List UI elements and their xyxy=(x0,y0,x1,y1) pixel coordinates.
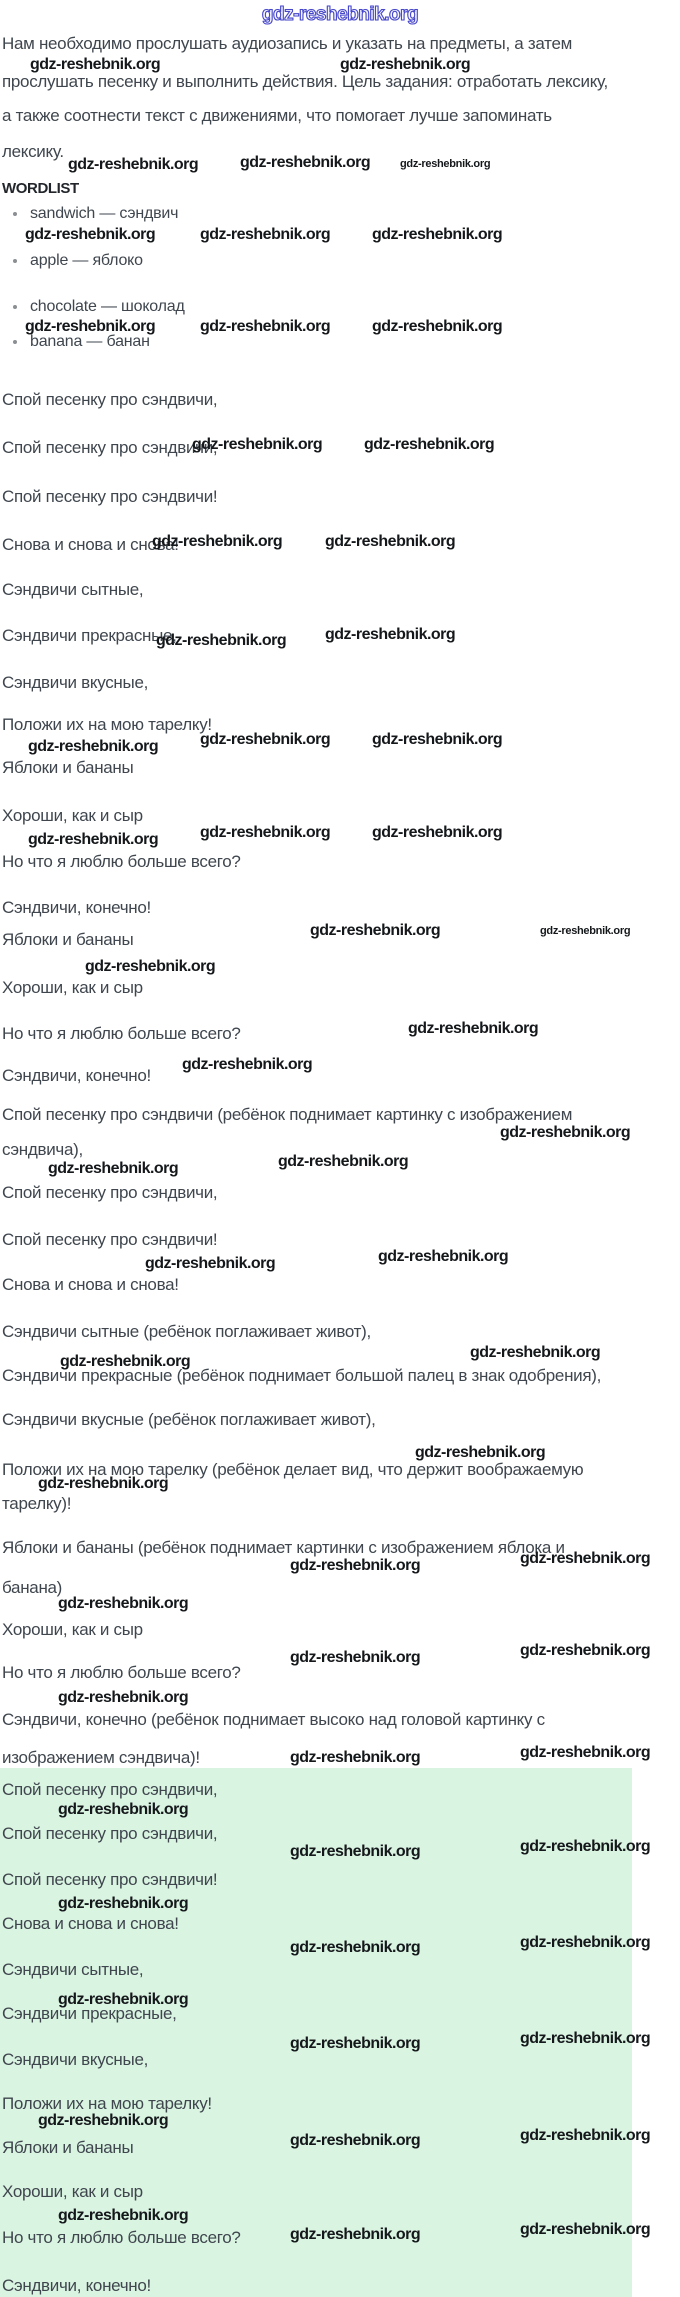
watermark: gdz-reshebnik.org xyxy=(290,2035,421,2052)
text-line: Хороши, как и сыр xyxy=(2,1620,143,1639)
watermark: gdz-reshebnik.org xyxy=(68,156,199,173)
watermark: gdz-reshebnik.org xyxy=(200,731,331,748)
text-line: Спой песенку про сэндвичи! xyxy=(2,487,218,506)
watermark-small: gdz-reshebnik.org xyxy=(400,158,491,170)
site-watermark-header: gdz-reshebnik.org xyxy=(261,4,419,25)
watermark: gdz-reshebnik.org xyxy=(290,1557,421,1574)
watermark: gdz-reshebnik.org xyxy=(290,2226,421,2243)
watermark: gdz-reshebnik.org xyxy=(200,226,331,243)
text-line: Сэндвичи вкусные, xyxy=(2,673,149,692)
text-line: Но что я люблю больше всего? xyxy=(2,852,241,871)
text-line: Спой песенку про сэндвичи! xyxy=(2,1870,218,1889)
wordlist-item: apple — яблоко xyxy=(30,252,143,269)
watermark: gdz-reshebnik.org xyxy=(290,1749,421,1766)
watermark: gdz-reshebnik.org xyxy=(290,1649,421,1666)
text-line: Яблоки и бананы (ребёнок поднимает картинки с изображением яблока и xyxy=(2,1538,565,1557)
watermark: gdz-reshebnik.org xyxy=(28,738,159,755)
text-line: Сэндвичи, конечно! xyxy=(2,2276,151,2295)
watermark: gdz-reshebnik.org xyxy=(372,226,503,243)
watermark: gdz-reshebnik.org xyxy=(152,533,283,550)
wordlist-heading: WORDLIST xyxy=(2,180,79,197)
watermark: gdz-reshebnik.org xyxy=(290,1843,421,1860)
watermark: gdz-reshebnik.org xyxy=(378,1248,509,1265)
text-line: Положи их на мою тарелку (ребёнок делает вид, что держит воображаемую xyxy=(2,1460,584,1479)
text-line: Спой песенку про сэндвичи (ребёнок поднимает картинку с изображением xyxy=(2,1105,573,1124)
watermark: gdz-reshebnik.org xyxy=(290,1939,421,1956)
text-line: лексику. xyxy=(2,142,64,161)
watermark: gdz-reshebnik.org xyxy=(325,626,456,643)
text-line: Спой песенку про сэндвичи, xyxy=(2,390,218,409)
watermark: gdz-reshebnik.org xyxy=(182,1056,313,1073)
watermark: gdz-reshebnik.org xyxy=(85,958,216,975)
text-line: прослушать песенку и выполнить действия. Цель задания: отработать лексику, xyxy=(2,72,608,91)
watermark: gdz-reshebnik.org xyxy=(60,1353,191,1370)
watermark: gdz-reshebnik.org xyxy=(520,1550,651,1567)
text-line: Спой песенку про сэндвичи! xyxy=(2,1230,218,1249)
watermark: gdz-reshebnik.org xyxy=(192,436,323,453)
text-line: Сэндвичи сытные, xyxy=(2,1960,144,1979)
text-line: а также соотнести текст с движениями, что помогает лучше запоминать xyxy=(2,106,552,125)
watermark: gdz-reshebnik.org xyxy=(372,731,503,748)
text-line: Сэндвичи сытные (ребёнок поглаживает живот), xyxy=(2,1322,371,1341)
text-line: Положи их на мою тарелку! xyxy=(2,2094,212,2113)
text-line: Положи их на мою тарелку! xyxy=(2,715,212,734)
text-line: сэндвича), xyxy=(2,1140,83,1159)
text-line: Сэндвичи прекрасные, xyxy=(2,626,177,645)
text-line: Снова и снова и снова! xyxy=(2,535,179,554)
text-line: Спой песенку про сэндвичи, xyxy=(2,1183,218,1202)
text-line: Сэндвичи вкусные, xyxy=(2,2050,149,2069)
text-line: Нам необходимо прослушать аудиозапись и указать на предметы, а затем xyxy=(2,34,572,53)
watermark: gdz-reshebnik.org xyxy=(520,1838,651,1855)
watermark: gdz-reshebnik.org xyxy=(278,1153,409,1170)
watermark: gdz-reshebnik.org xyxy=(325,533,456,550)
watermark: gdz-reshebnik.org xyxy=(25,226,156,243)
watermark: gdz-reshebnik.org xyxy=(372,318,503,335)
watermark: gdz-reshebnik.org xyxy=(340,56,471,73)
watermark: gdz-reshebnik.org xyxy=(58,1895,189,1912)
watermark: gdz-reshebnik.org xyxy=(200,318,331,335)
watermark: gdz-reshebnik.org xyxy=(240,154,371,171)
text-line: Но что я люблю больше всего? xyxy=(2,1663,241,1682)
watermark-small: gdz-reshebnik.org xyxy=(540,925,631,937)
wordlist-item: banana — банан xyxy=(30,333,150,350)
watermark: gdz-reshebnik.org xyxy=(310,922,441,939)
text-line: Но что я люблю больше всего? xyxy=(2,2228,241,2247)
watermark: gdz-reshebnik.org xyxy=(58,2207,189,2224)
watermark: gdz-reshebnik.org xyxy=(58,1801,189,1818)
watermark: gdz-reshebnik.org xyxy=(38,1475,169,1492)
text-line: Сэндвичи сытные, xyxy=(2,580,144,599)
watermark: gdz-reshebnik.org xyxy=(290,2132,421,2149)
wordlist-item: sandwich — сэндвич xyxy=(30,205,179,222)
text-line: Сэндвичи, конечно (ребёнок поднимает высоко над головой картинку с xyxy=(2,1710,545,1729)
text-line: тарелку)! xyxy=(2,1494,72,1513)
text-line: Яблоки и бананы xyxy=(2,930,134,949)
watermark: gdz-reshebnik.org xyxy=(408,1020,539,1037)
watermark: gdz-reshebnik.org xyxy=(58,1595,189,1612)
watermark: gdz-reshebnik.org xyxy=(58,1991,189,2008)
watermark: gdz-reshebnik.org xyxy=(520,1934,651,1951)
text-line: Сэндвичи, конечно! xyxy=(2,1066,151,1085)
text-line: Яблоки и бананы xyxy=(2,2138,134,2157)
text-line: изображением сэндвича)! xyxy=(2,1748,200,1767)
watermark: gdz-reshebnik.org xyxy=(30,56,161,73)
watermark: gdz-reshebnik.org xyxy=(48,1160,179,1177)
watermark: gdz-reshebnik.org xyxy=(520,1642,651,1659)
watermark: gdz-reshebnik.org xyxy=(156,632,287,649)
text-line: Снова и снова и снова! xyxy=(2,1914,179,1933)
text-line: Хороши, как и сыр xyxy=(2,806,143,825)
text-line: Спой песенку про сэндвичи, xyxy=(2,1824,218,1843)
text-line: Спой песенку про сэндвичи, xyxy=(2,1780,218,1799)
watermark: gdz-reshebnik.org xyxy=(364,436,495,453)
text-line: Сэндвичи прекрасные (ребёнок поднимает большой палец в знак одобрения), xyxy=(2,1366,602,1385)
watermark: gdz-reshebnik.org xyxy=(28,831,159,848)
watermark: gdz-reshebnik.org xyxy=(415,1444,546,1461)
watermark: gdz-reshebnik.org xyxy=(520,2127,651,2144)
text-line: Сэндвичи, конечно! xyxy=(2,898,151,917)
watermark: gdz-reshebnik.org xyxy=(145,1255,276,1272)
text-line: Хороши, как и сыр xyxy=(2,2182,143,2201)
wordlist-item: chocolate — шоколад xyxy=(30,298,185,315)
watermark: gdz-reshebnik.org xyxy=(500,1124,631,1141)
text-line: Сэндвичи прекрасные, xyxy=(2,2004,177,2023)
watermark: gdz-reshebnik.org xyxy=(25,318,156,335)
text-line: Яблоки и бананы xyxy=(2,758,134,777)
text-line: Сэндвичи вкусные (ребёнок поглаживает живот), xyxy=(2,1410,376,1429)
watermark: gdz-reshebnik.org xyxy=(520,1744,651,1761)
watermark: gdz-reshebnik.org xyxy=(38,2112,169,2129)
text-line: банана) xyxy=(2,1578,63,1597)
watermark: gdz-reshebnik.org xyxy=(58,1689,189,1706)
text-line: Хороши, как и сыр xyxy=(2,978,143,997)
watermark: gdz-reshebnik.org xyxy=(372,824,503,841)
text-line: Но что я люблю больше всего? xyxy=(2,1024,241,1043)
watermark: gdz-reshebnik.org xyxy=(200,824,331,841)
watermark: gdz-reshebnik.org xyxy=(520,2030,651,2047)
text-line: Снова и снова и снова! xyxy=(2,1275,179,1294)
watermark: gdz-reshebnik.org xyxy=(470,1344,601,1361)
text-line: Спой песенку про сэндвичи, xyxy=(2,438,218,457)
watermark: gdz-reshebnik.org xyxy=(520,2221,651,2238)
